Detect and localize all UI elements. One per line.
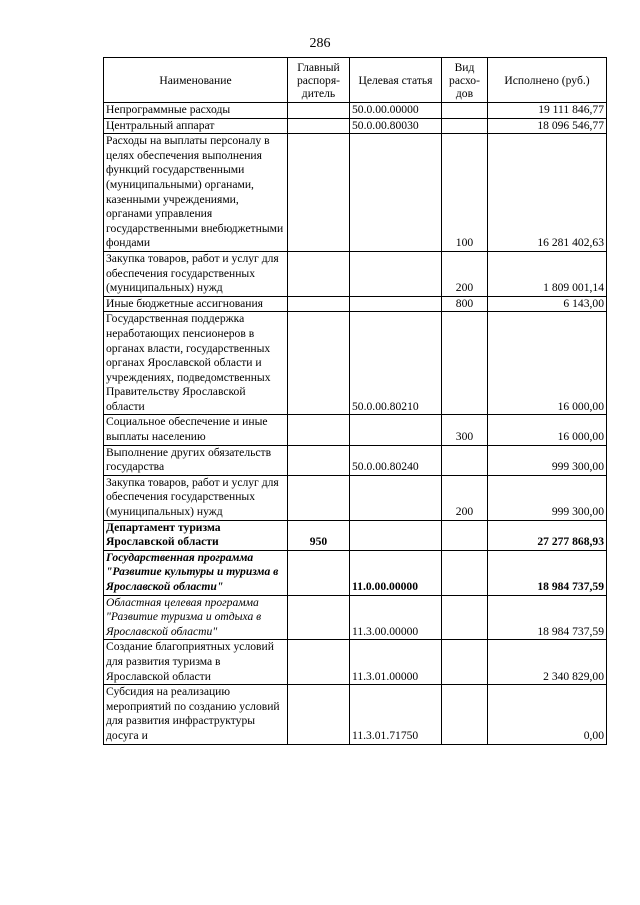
cell-type [442, 520, 488, 550]
cell-admin [288, 134, 350, 252]
cell-name: Закупка товаров, работ и услуг для обеспечения государственных (муниципальных) нужд [104, 251, 288, 296]
cell-amount: 6 143,00 [488, 296, 607, 312]
cell-amount: 18 096 546,77 [488, 118, 607, 134]
cell-name: Закупка товаров, работ и услуг для обеспечения государственных (муниципальных) нужд [104, 475, 288, 520]
cell-type [442, 103, 488, 119]
cell-admin [288, 550, 350, 595]
cell-type [442, 550, 488, 595]
cell-admin [288, 296, 350, 312]
table-row [104, 520, 607, 550]
cell-article [350, 296, 442, 312]
cell-name: Выполнение других обязательств государства [104, 445, 288, 475]
cell-type: 200 [442, 251, 488, 296]
cell-admin: 950 [288, 520, 350, 550]
cell-article: 11.3.01.00000 [350, 640, 442, 685]
table-row [104, 118, 607, 134]
cell-article: 50.0.00.80030 [350, 118, 442, 134]
page-number: 286 [309, 36, 331, 51]
cell-type [442, 685, 488, 744]
cell-type: 800 [442, 296, 488, 312]
cell-article: 11.0.00.00000 [350, 550, 442, 595]
cell-amount: 19 111 846,77 [488, 103, 607, 119]
cell-admin [288, 118, 350, 134]
cell-admin [288, 475, 350, 520]
cell-admin [288, 685, 350, 744]
cell-amount: 18 984 737,59 [488, 550, 607, 595]
cell-type [442, 445, 488, 475]
table-body [104, 103, 607, 745]
cell-article [350, 415, 442, 445]
table-row [104, 685, 607, 744]
cell-name: Создание благоприятных условий для развития туризма в Ярославской области [104, 640, 288, 685]
header-article: Целевая статья [350, 58, 442, 103]
cell-name: Государственная поддержка неработающих пенсионеров в органах власти, государственных органах Ярославской области и учреждениях, подведомственных Правительству Ярославской области [104, 312, 288, 415]
cell-article [350, 475, 442, 520]
cell-type: 200 [442, 475, 488, 520]
table-row [104, 312, 607, 415]
cell-article: 50.0.00.00000 [350, 103, 442, 119]
cell-article: 50.0.00.80210 [350, 312, 442, 415]
cell-amount: 27 277 868,93 [488, 520, 607, 550]
cell-name: Непрограммные расходы [104, 103, 288, 119]
cell-amount: 2 340 829,00 [488, 640, 607, 685]
cell-amount: 16 000,00 [488, 415, 607, 445]
header-type: Вид расхо-дов [442, 58, 488, 103]
table-row [104, 445, 607, 475]
table-row [104, 134, 607, 252]
cell-type: 100 [442, 134, 488, 252]
cell-admin [288, 445, 350, 475]
cell-admin [288, 312, 350, 415]
table-row [104, 296, 607, 312]
cell-admin [288, 415, 350, 445]
cell-admin [288, 103, 350, 119]
cell-name: Расходы на выплаты персоналу в целях обеспечения выполнения функций государственными (муниципальными) органами, казенными учреждениями, органами управления государственными внебюджетными фондами [104, 134, 288, 252]
cell-type [442, 118, 488, 134]
table-row [104, 251, 607, 296]
cell-name: Государственная программа "Развитие культуры и туризма в Ярославской области" [104, 550, 288, 595]
cell-admin [288, 640, 350, 685]
cell-name: Социальное обеспечение и иные выплаты населению [104, 415, 288, 445]
cell-name: Субсидия на реализацию мероприятий по созданию условий для развития инфраструктуры досуга и [104, 685, 288, 744]
cell-amount: 999 300,00 [488, 475, 607, 520]
cell-name: Департамент туризма Ярославской области [104, 520, 288, 550]
cell-article [350, 251, 442, 296]
cell-type [442, 640, 488, 685]
header-name: Наименование [104, 58, 288, 103]
table-row [104, 550, 607, 595]
budget-table [103, 57, 607, 745]
cell-article: 50.0.00.80240 [350, 445, 442, 475]
cell-admin [288, 595, 350, 640]
cell-name: Иные бюджетные ассигнования [104, 296, 288, 312]
header-admin: Главный распоря-дитель [288, 58, 350, 103]
cell-type: 300 [442, 415, 488, 445]
cell-article [350, 520, 442, 550]
table-row [104, 415, 607, 445]
cell-name: Областная целевая программа "Развитие туризма и отдыха в Ярославской области" [104, 595, 288, 640]
cell-amount: 1 809 001,14 [488, 251, 607, 296]
table-row [104, 640, 607, 685]
cell-amount: 16 000,00 [488, 312, 607, 415]
cell-admin [288, 251, 350, 296]
cell-amount: 0,00 [488, 685, 607, 744]
table-row [104, 475, 607, 520]
table-header-row [104, 58, 607, 103]
table-row [104, 103, 607, 119]
cell-type [442, 595, 488, 640]
cell-name: Центральный аппарат [104, 118, 288, 134]
cell-type [442, 312, 488, 415]
cell-amount: 999 300,00 [488, 445, 607, 475]
header-amount: Исполнено (руб.) [488, 58, 607, 103]
cell-amount: 18 984 737,59 [488, 595, 607, 640]
cell-amount: 16 281 402,63 [488, 134, 607, 252]
cell-article [350, 134, 442, 252]
cell-article: 11.3.00.00000 [350, 595, 442, 640]
cell-article: 11.3.01.71750 [350, 685, 442, 744]
table-row [104, 595, 607, 640]
